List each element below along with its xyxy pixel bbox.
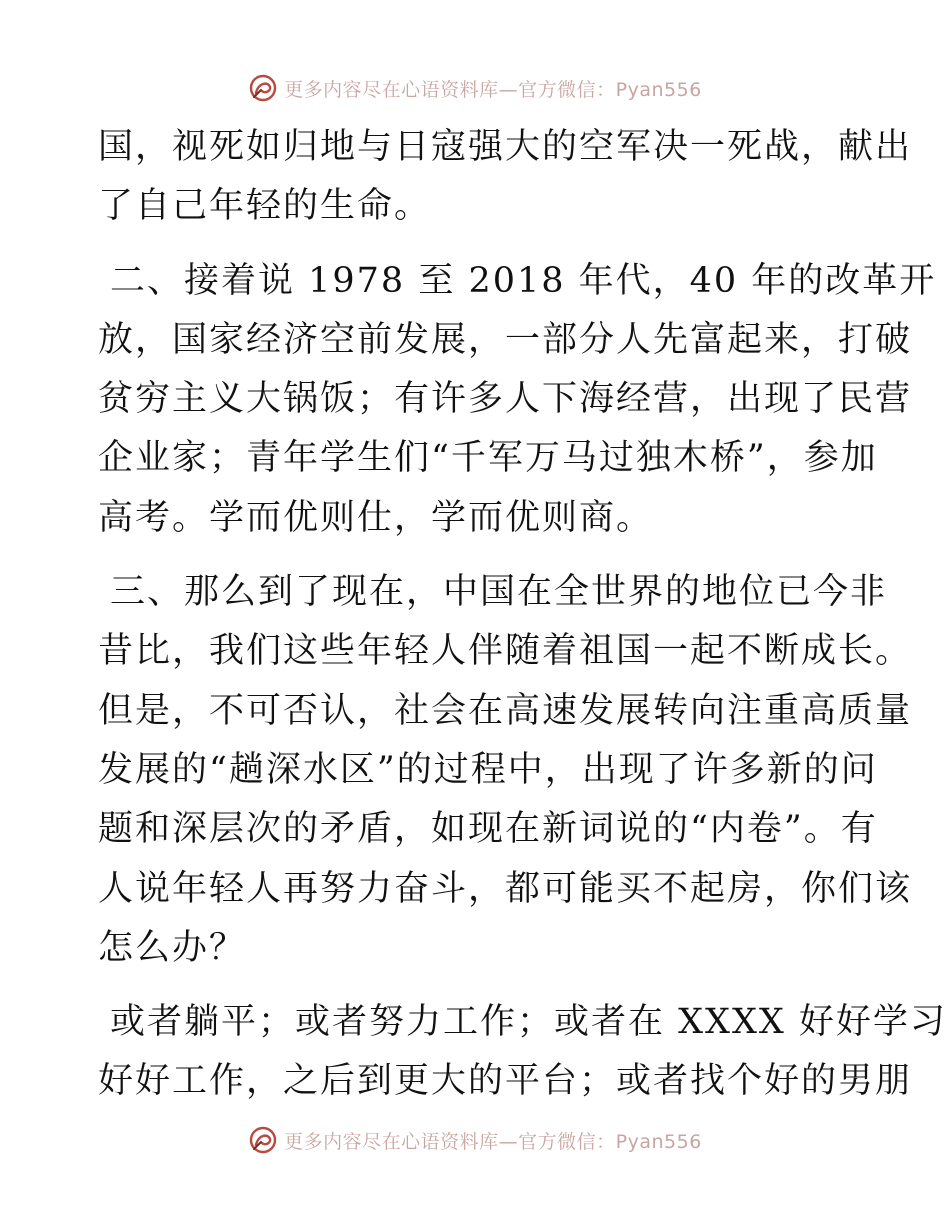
red-swirl-logo-icon [248,1125,278,1155]
footer-watermark [0,1120,950,1160]
text-line: 昔比，我们这些年轻人伴随着祖国一起不断成长。 [98,631,913,672]
paragraph-3 [98,563,913,978]
text-line: 怎么办？ [98,927,247,968]
watermark-text: 更多内容尽在心语资料库—官方微信：Pyan556 [284,1130,702,1153]
watermark-text: 更多内容尽在心语资料库—官方微信：Pyan556 [284,78,702,101]
text-line: 题和深层次的矛盾，如现在新词说的“内卷”。有 [98,809,878,850]
paragraph-2 [98,252,937,548]
text-line: 发展的“趟深水区”的过程中，出现了许多新的问 [98,749,878,790]
text-line: 但是，不可否认，社会在高速发展转向注重高质量 [98,690,913,731]
text-line: 放，国家经济空前发展，一部分人先富起来，打破 [98,319,913,360]
text-line: 贫穷主义大锅饭；有许多人下海经营，出现了民营 [98,379,913,420]
document-body [98,118,947,1112]
red-swirl-logo-icon [248,73,278,103]
text-line: 三、那么到了现在，中国在全世界的地位已今非 [110,572,888,613]
text-line: 高考。学而优则仕，学而优则商。 [98,497,654,538]
text-line: 了自己年轻的生命。 [98,186,432,227]
text-line: 二、接着说 1978 至 2018 年代，40 年的改革开 [110,260,937,301]
text-line: 或者躺平；或者努力工作；或者在 XXXX 好好学习 [110,1002,947,1043]
header-watermark [0,68,950,108]
text-line: 国，视死如归地与日寇强大的空军决一死战，献出 [98,127,913,167]
text-line: 人说年轻人再努力奋斗，都可能买不起房，你们该 [98,868,913,909]
paragraph-4 [98,993,947,1112]
paragraph-1 [98,118,913,237]
text-line: 好好工作，之后到更大的平台；或者找个好的男朋 [98,1061,913,1102]
text-line: 企业家；青年学生们“千军万马过独木桥”，参加 [98,438,878,479]
